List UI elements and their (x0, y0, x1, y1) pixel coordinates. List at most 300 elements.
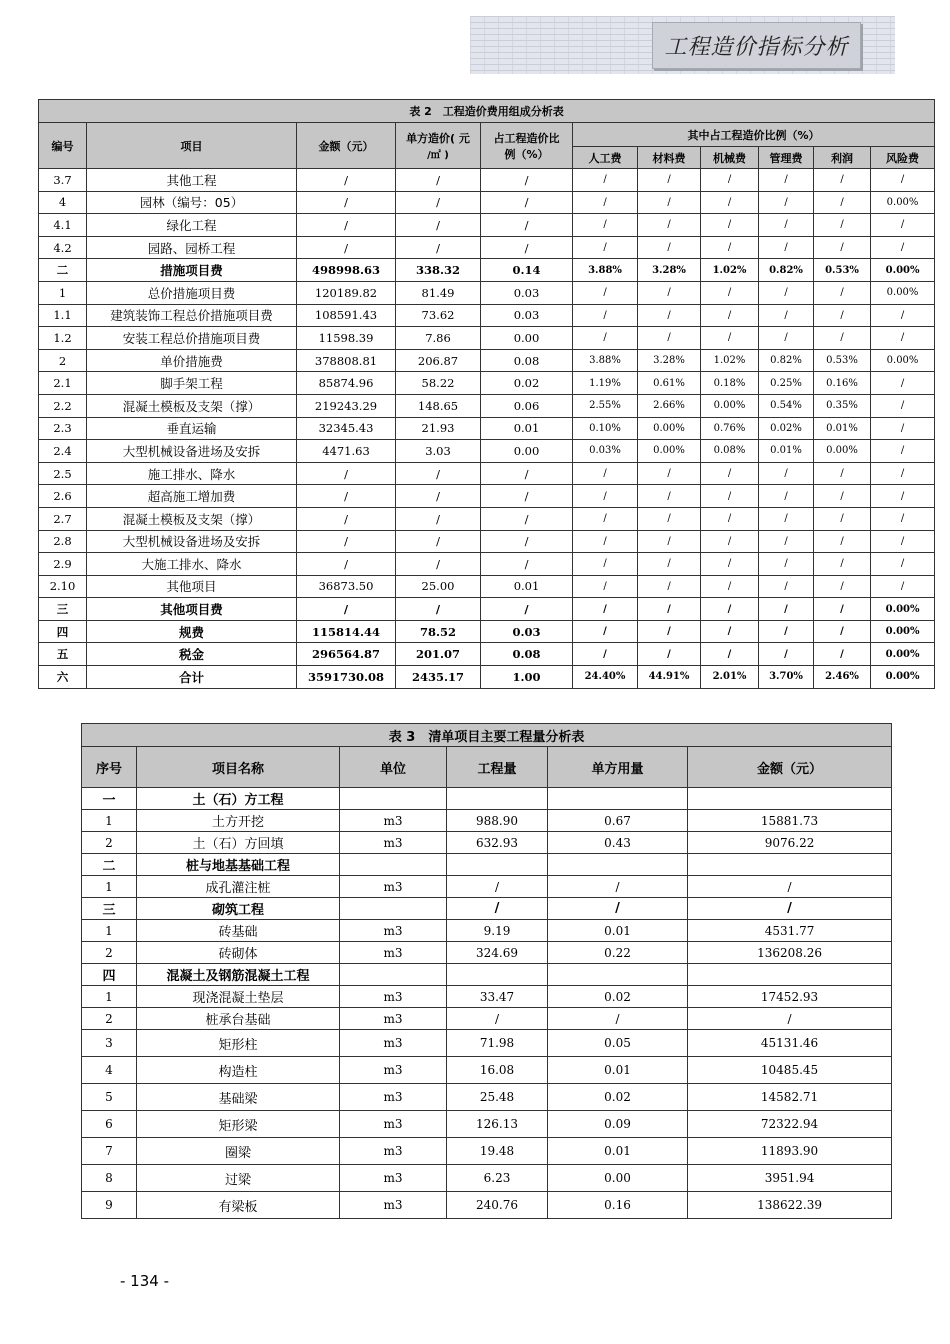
cell-unit-usage: 0.02 (548, 1084, 688, 1111)
cell-ratio: / (481, 191, 573, 214)
cell-no: 2.6 (39, 485, 87, 508)
cell-item-name: 砌筑工程 (137, 898, 340, 920)
cell-amount: 9076.22 (688, 832, 892, 854)
cell-machine: / (701, 169, 759, 192)
cell-ratio: 0.01 (481, 575, 573, 598)
cell-material: 44.91% (638, 666, 701, 689)
cell-material: / (638, 236, 701, 259)
cell-risk: / (871, 304, 935, 327)
cell-profit: / (814, 281, 871, 304)
cell-amount: 15881.73 (688, 810, 892, 832)
cell-no: 四 (39, 620, 87, 643)
cell-ratio: 0.03 (481, 281, 573, 304)
cell-quantity: / (447, 898, 548, 920)
cell-risk: 0.00% (871, 666, 935, 689)
cell-risk: / (871, 462, 935, 485)
cell-unit-usage: 0.05 (548, 1030, 688, 1057)
cell-machine: / (701, 553, 759, 576)
cell-management: / (759, 507, 814, 530)
cell-unit-cost: / (396, 214, 481, 237)
cell-amount: / (297, 191, 396, 214)
cell-no: 2.10 (39, 575, 87, 598)
cell-quantity: 25.48 (447, 1084, 548, 1111)
cell-unit-cost: / (396, 191, 481, 214)
cell-amount: 3591730.08 (297, 666, 396, 689)
cell-item-name: 土（石）方回填 (137, 832, 340, 854)
cell-item: 园林（编号：05） (87, 191, 297, 214)
cell-management: / (759, 530, 814, 553)
cell-amount: / (297, 598, 396, 621)
cell-profit: / (814, 530, 871, 553)
header-labor: 人工费 (573, 147, 638, 169)
cell-labor: / (573, 462, 638, 485)
cell-amount: 4471.63 (297, 440, 396, 463)
cell-management: / (759, 304, 814, 327)
cell-unit: m3 (340, 986, 447, 1008)
cell-labor: / (573, 304, 638, 327)
cell-seq: 1 (82, 810, 137, 832)
cell-material: / (638, 191, 701, 214)
cell-management: / (759, 169, 814, 192)
cell-labor: / (573, 598, 638, 621)
cell-quantity: 9.19 (447, 920, 548, 942)
cell-risk: / (871, 236, 935, 259)
table-row (39, 462, 935, 485)
table-row (82, 1057, 892, 1084)
cell-risk: 0.00% (871, 620, 935, 643)
cell-amount: 72322.94 (688, 1111, 892, 1138)
table-row (39, 417, 935, 440)
cell-ratio: / (481, 553, 573, 576)
cell-seq: 四 (82, 964, 137, 986)
cell-amount: / (297, 169, 396, 192)
cell-unit: m3 (340, 942, 447, 964)
cell-item-name: 矩形柱 (137, 1030, 340, 1057)
cell-unit-usage: / (548, 898, 688, 920)
cell-item-name: 土方开挖 (137, 810, 340, 832)
cell-unit-cost: / (396, 462, 481, 485)
cell-amount: 17452.93 (688, 986, 892, 1008)
header-unit-cost: 单方造价( 元 /㎡ ) (396, 123, 481, 169)
cell-management: / (759, 643, 814, 666)
cell-profit: / (814, 507, 871, 530)
cell-item-name: 过梁 (137, 1165, 340, 1192)
cell-quantity: 16.08 (447, 1057, 548, 1084)
cell-unit-usage: 0.43 (548, 832, 688, 854)
cell-machine: / (701, 485, 759, 508)
cell-material: 0.00% (638, 440, 701, 463)
cell-unit-usage: 0.67 (548, 810, 688, 832)
cell-quantity (447, 788, 548, 810)
cell-labor: 3.88% (573, 259, 638, 282)
table-row (82, 986, 892, 1008)
cell-machine: 2.01% (701, 666, 759, 689)
cell-item-name: 土（石）方工程 (137, 788, 340, 810)
cell-amount: / (297, 507, 396, 530)
cell-unit-cost: 73.62 (396, 304, 481, 327)
cell-management: / (759, 462, 814, 485)
cell-no: 4.1 (39, 214, 87, 237)
cell-item-name: 构造柱 (137, 1057, 340, 1084)
page-header-title: 工程造价指标分析 (664, 35, 849, 60)
cell-management: 0.02% (759, 417, 814, 440)
cell-seq: 8 (82, 1165, 137, 1192)
header-management: 管理费 (759, 147, 814, 169)
cell-seq: 三 (82, 898, 137, 920)
cell-seq: 1 (82, 876, 137, 898)
cell-amount: 108591.43 (297, 304, 396, 327)
cell-unit-cost: 7.86 (396, 327, 481, 350)
cell-labor: 1.19% (573, 372, 638, 395)
cell-unit-usage (548, 854, 688, 876)
cell-unit: m3 (340, 1057, 447, 1084)
cell-labor: 2.55% (573, 394, 638, 417)
cell-management: / (759, 191, 814, 214)
cell-quantity: 126.13 (447, 1111, 548, 1138)
cell-management: / (759, 327, 814, 350)
cell-ratio: / (481, 462, 573, 485)
cell-no: 六 (39, 666, 87, 689)
cell-amount: 4531.77 (688, 920, 892, 942)
cell-amount: / (297, 485, 396, 508)
table-row (39, 530, 935, 553)
cell-quantity: 240.76 (447, 1192, 548, 1219)
cell-item: 其他项目费 (87, 598, 297, 621)
table-row (39, 236, 935, 259)
table-row (39, 620, 935, 643)
cell-machine: 0.18% (701, 372, 759, 395)
header-amount: 金额（元） (297, 123, 396, 169)
cell-amount: 219243.29 (297, 394, 396, 417)
cell-item-name: 有梁板 (137, 1192, 340, 1219)
table-row (39, 214, 935, 237)
cell-item: 大施工排水、降水 (87, 553, 297, 576)
cell-unit-usage: 0.09 (548, 1111, 688, 1138)
cell-risk: / (871, 507, 935, 530)
header-amount-yuan: 金额（元） (688, 747, 892, 788)
cell-amount: 138622.39 (688, 1192, 892, 1219)
cell-machine: / (701, 327, 759, 350)
header-ratio: 占工程造价比 例（%） (481, 123, 573, 169)
cell-unit-usage: 0.22 (548, 942, 688, 964)
cell-item: 其他项目 (87, 575, 297, 598)
cell-material: / (638, 327, 701, 350)
cell-item: 大型机械设备进场及安拆 (87, 440, 297, 463)
cell-risk: 0.00% (871, 259, 935, 282)
header-quantity: 工程量 (447, 747, 548, 788)
cell-machine: / (701, 575, 759, 598)
cell-labor: / (573, 643, 638, 666)
cell-seq: 9 (82, 1192, 137, 1219)
section-row (82, 964, 892, 986)
cell-unit: m3 (340, 810, 447, 832)
cell-amount: 3951.94 (688, 1165, 892, 1192)
header-item: 项目 (87, 123, 297, 169)
cell-quantity: 33.47 (447, 986, 548, 1008)
cell-management: 0.25% (759, 372, 814, 395)
cell-no: 二 (39, 259, 87, 282)
cell-amount: 11893.90 (688, 1138, 892, 1165)
cell-unit-cost: 206.87 (396, 349, 481, 372)
cell-unit-cost: / (396, 598, 481, 621)
cell-seq: 2 (82, 832, 137, 854)
cell-ratio: 0.14 (481, 259, 573, 282)
header-risk: 风险费 (871, 147, 935, 169)
cell-machine: / (701, 598, 759, 621)
cell-unit-usage: 0.01 (548, 920, 688, 942)
table-row (39, 304, 935, 327)
table-row (39, 553, 935, 576)
cell-no: 2 (39, 349, 87, 372)
cell-ratio: / (481, 507, 573, 530)
cell-amount (688, 854, 892, 876)
cell-profit: / (814, 191, 871, 214)
cell-amount: 10485.45 (688, 1057, 892, 1084)
header-no: 编号 (39, 123, 87, 169)
cell-amount: 296564.87 (297, 643, 396, 666)
cell-item-name: 现浇混凝土垫层 (137, 986, 340, 1008)
cell-seq: 1 (82, 920, 137, 942)
cell-unit-usage: 0.00 (548, 1165, 688, 1192)
cell-quantity: 324.69 (447, 942, 548, 964)
cell-risk: / (871, 575, 935, 598)
table-row (82, 1165, 892, 1192)
cell-amount: 11598.39 (297, 327, 396, 350)
cell-unit-cost: / (396, 485, 481, 508)
cell-risk: / (871, 327, 935, 350)
table-row (39, 575, 935, 598)
cell-ratio: 0.00 (481, 327, 573, 350)
table-row (82, 876, 892, 898)
cell-item: 单价措施费 (87, 349, 297, 372)
cell-unit-usage: 0.01 (548, 1138, 688, 1165)
cell-amount: / (297, 214, 396, 237)
cell-unit: m3 (340, 1084, 447, 1111)
cell-amount (688, 964, 892, 986)
cell-risk: / (871, 417, 935, 440)
cell-ratio: 0.01 (481, 417, 573, 440)
cell-amount: / (297, 462, 396, 485)
cell-item: 总价措施项目费 (87, 281, 297, 304)
cell-quantity: 988.90 (447, 810, 548, 832)
cell-labor: / (573, 214, 638, 237)
cell-machine: 0.00% (701, 394, 759, 417)
cell-profit: / (814, 169, 871, 192)
cell-no: 五 (39, 643, 87, 666)
cell-item: 税金 (87, 643, 297, 666)
cell-item: 其他工程 (87, 169, 297, 192)
cell-ratio: 0.02 (481, 372, 573, 395)
cell-risk: 0.00% (871, 349, 935, 372)
cell-no: 4.2 (39, 236, 87, 259)
cell-machine: / (701, 281, 759, 304)
cell-item-name: 圈梁 (137, 1138, 340, 1165)
cell-seq: 4 (82, 1057, 137, 1084)
cell-item-name: 砖基础 (137, 920, 340, 942)
cell-labor: / (573, 507, 638, 530)
cell-profit: / (814, 214, 871, 237)
cell-no: 4 (39, 191, 87, 214)
cell-profit: / (814, 575, 871, 598)
cell-machine: / (701, 507, 759, 530)
cell-item: 安装工程总价措施项目费 (87, 327, 297, 350)
cell-item: 绿化工程 (87, 214, 297, 237)
cell-labor: / (573, 191, 638, 214)
cell-unit (340, 964, 447, 986)
cell-ratio: 0.03 (481, 304, 573, 327)
table-row (82, 1084, 892, 1111)
cell-item: 规费 (87, 620, 297, 643)
cell-unit-cost: / (396, 553, 481, 576)
header-unit-usage: 单方用量 (548, 747, 688, 788)
cell-risk: 0.00% (871, 598, 935, 621)
cell-ratio: 0.08 (481, 643, 573, 666)
table-row (39, 327, 935, 350)
cell-material: / (638, 485, 701, 508)
cell-amount: / (297, 553, 396, 576)
cell-risk: 0.00% (871, 281, 935, 304)
cell-material: / (638, 281, 701, 304)
cell-amount (688, 788, 892, 810)
cell-management: / (759, 620, 814, 643)
table-row (39, 349, 935, 372)
cell-risk: / (871, 485, 935, 508)
cell-machine: / (701, 643, 759, 666)
table-row (39, 281, 935, 304)
cell-profit: / (814, 304, 871, 327)
cell-unit: m3 (340, 876, 447, 898)
section-row (82, 788, 892, 810)
cell-machine: / (701, 530, 759, 553)
cell-item-name: 桩与地基基础工程 (137, 854, 340, 876)
cell-ratio: / (481, 169, 573, 192)
cell-material: / (638, 643, 701, 666)
cell-material: / (638, 169, 701, 192)
cell-machine: / (701, 304, 759, 327)
cell-quantity (447, 854, 548, 876)
cell-unit-usage: 0.02 (548, 986, 688, 1008)
cell-quantity: 6.23 (447, 1165, 548, 1192)
cell-unit-usage: / (548, 1008, 688, 1030)
cell-unit: m3 (340, 1192, 447, 1219)
cell-material: / (638, 530, 701, 553)
table3-caption: 表 3 清单项目主要工程量分析表 (82, 724, 892, 747)
cell-profit: 0.53% (814, 259, 871, 282)
cell-machine: / (701, 191, 759, 214)
table-row (39, 598, 935, 621)
cell-material: 3.28% (638, 349, 701, 372)
cell-unit (340, 788, 447, 810)
cell-unit-cost: 81.49 (396, 281, 481, 304)
cell-item: 超高施工增加费 (87, 485, 297, 508)
cell-item-name: 成孔灌注桩 (137, 876, 340, 898)
table-row (82, 1008, 892, 1030)
cell-labor: / (573, 485, 638, 508)
cell-labor: 0.10% (573, 417, 638, 440)
cell-machine: / (701, 462, 759, 485)
table-row (39, 666, 935, 689)
cell-unit (340, 898, 447, 920)
cell-ratio: 0.06 (481, 394, 573, 417)
cell-management: / (759, 485, 814, 508)
cell-seq: 7 (82, 1138, 137, 1165)
cell-amount: 115814.44 (297, 620, 396, 643)
cell-profit: 0.35% (814, 394, 871, 417)
cell-material: 3.28% (638, 259, 701, 282)
table-row (39, 485, 935, 508)
cell-unit: m3 (340, 1165, 447, 1192)
cell-profit: 2.46% (814, 666, 871, 689)
cell-no: 2.5 (39, 462, 87, 485)
cell-no: 2.8 (39, 530, 87, 553)
table-row (39, 643, 935, 666)
page-number: - 134 - (120, 1272, 169, 1290)
cell-material: / (638, 553, 701, 576)
cell-unit-cost: / (396, 530, 481, 553)
cell-item: 措施项目费 (87, 259, 297, 282)
cell-item: 建筑装饰工程总价措施项目费 (87, 304, 297, 327)
cell-unit-usage: 0.01 (548, 1057, 688, 1084)
cell-no: 2.7 (39, 507, 87, 530)
cell-labor: / (573, 327, 638, 350)
cell-management: 3.70% (759, 666, 814, 689)
cell-seq: 2 (82, 1008, 137, 1030)
table-row (82, 942, 892, 964)
cost-composition-table (38, 99, 935, 689)
cell-unit-cost: / (396, 236, 481, 259)
cell-amount: / (688, 876, 892, 898)
header-material: 材料费 (638, 147, 701, 169)
cell-profit: 0.01% (814, 417, 871, 440)
header-unit: 单位 (340, 747, 447, 788)
cell-unit-usage (548, 788, 688, 810)
cell-no: 2.3 (39, 417, 87, 440)
cell-labor: 24.40% (573, 666, 638, 689)
cell-amount: / (688, 1008, 892, 1030)
cell-profit: / (814, 620, 871, 643)
cell-profit: 0.16% (814, 372, 871, 395)
cell-management: 0.01% (759, 440, 814, 463)
cell-profit: / (814, 462, 871, 485)
cell-risk: / (871, 169, 935, 192)
cell-quantity: 19.48 (447, 1138, 548, 1165)
cell-management: / (759, 214, 814, 237)
table-row (82, 1030, 892, 1057)
cell-management: / (759, 575, 814, 598)
cell-item-name: 混凝土及钢筋混凝土工程 (137, 964, 340, 986)
cell-item: 园路、园桥工程 (87, 236, 297, 259)
table-row (82, 1192, 892, 1219)
cell-unit: m3 (340, 832, 447, 854)
cell-no: 3.7 (39, 169, 87, 192)
cell-unit-cost: / (396, 169, 481, 192)
cell-amount: 136208.26 (688, 942, 892, 964)
cell-amount: 120189.82 (297, 281, 396, 304)
cell-profit: / (814, 553, 871, 576)
cell-profit: / (814, 598, 871, 621)
table2-caption: 表 2 工程造价费用组成分析表 (39, 100, 935, 123)
cell-item: 大型机械设备进场及安拆 (87, 530, 297, 553)
cell-unit-cost: / (396, 507, 481, 530)
cell-material: / (638, 620, 701, 643)
table-row (39, 259, 935, 282)
cell-item: 施工排水、降水 (87, 462, 297, 485)
cell-profit: / (814, 236, 871, 259)
cell-quantity: / (447, 1008, 548, 1030)
cell-profit: / (814, 485, 871, 508)
cell-ratio: 0.03 (481, 620, 573, 643)
cell-labor: 0.03% (573, 440, 638, 463)
